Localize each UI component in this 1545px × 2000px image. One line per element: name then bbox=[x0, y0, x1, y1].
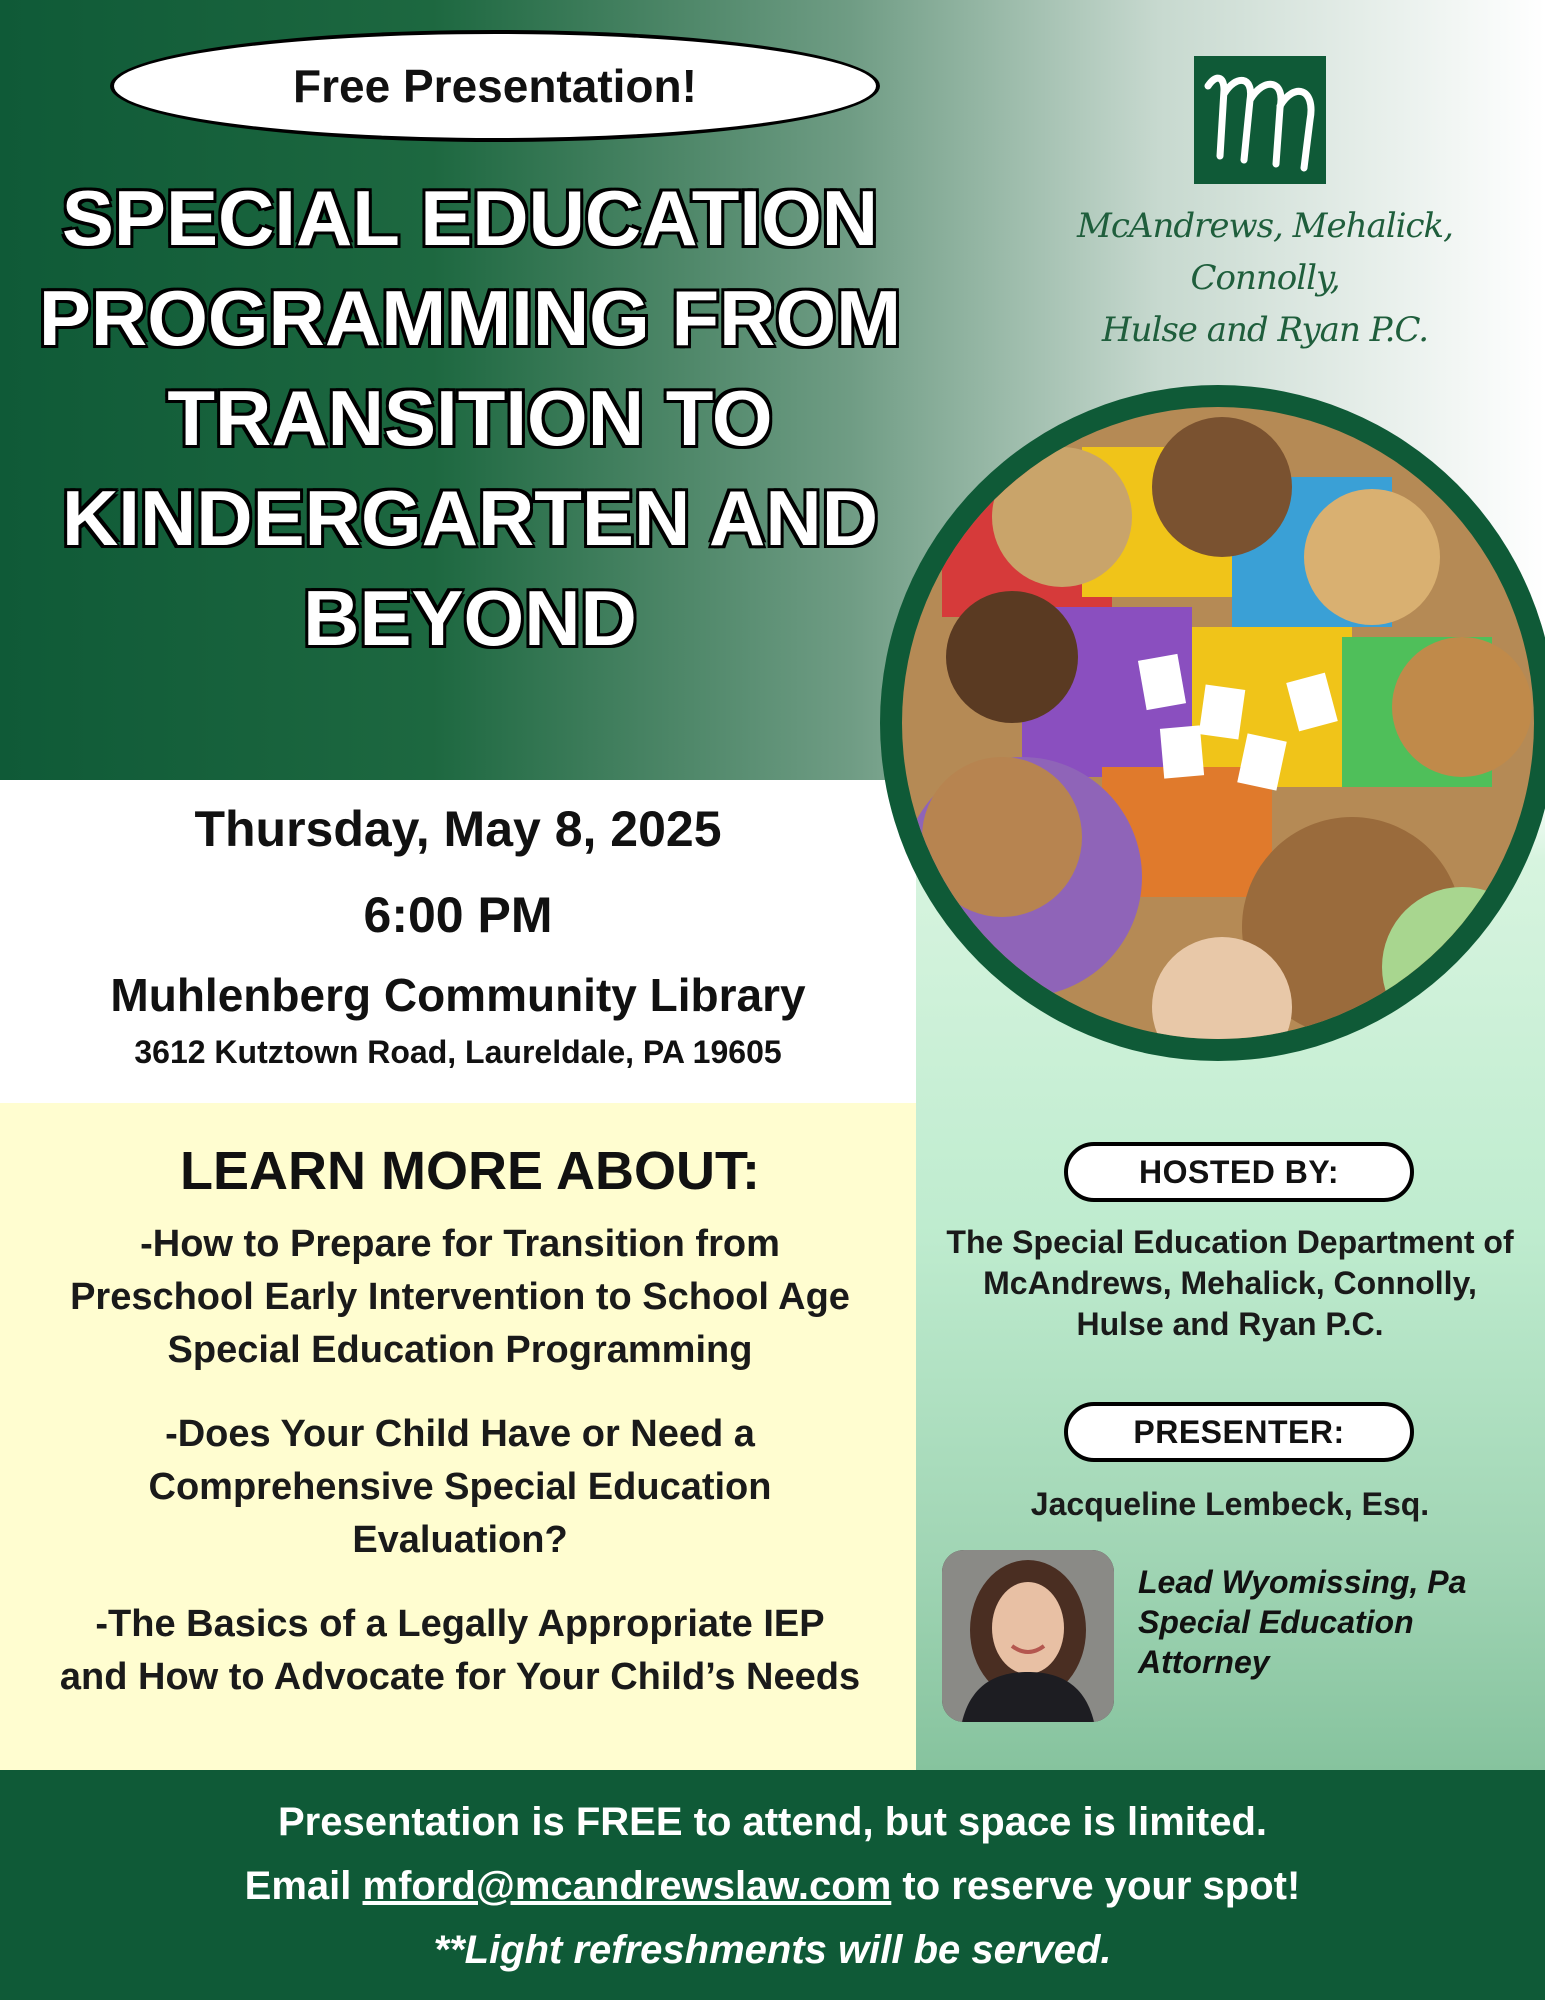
firm-name bbox=[1030, 200, 1500, 356]
presenter-title bbox=[1138, 1562, 1518, 1682]
topic-line: Preschool Early Intervention to School Age bbox=[70, 1276, 850, 1318]
mm-monogram-logo-icon bbox=[1194, 56, 1326, 184]
footer-email-line bbox=[0, 1864, 1545, 1909]
presenter-headshot bbox=[942, 1550, 1114, 1722]
topic-line: Evaluation? bbox=[352, 1519, 568, 1561]
email-link[interactable]: mford@mcandrewslaw.com bbox=[362, 1864, 892, 1908]
email-prefix: Email bbox=[244, 1864, 363, 1908]
topic-item bbox=[10, 1598, 910, 1704]
presenter-title-line: Special Education bbox=[1138, 1604, 1414, 1640]
topic-item bbox=[10, 1218, 910, 1377]
hosted-line: The Special Education Department of bbox=[946, 1224, 1514, 1260]
children-photo bbox=[902, 407, 1534, 1039]
event-address: 3612 Kutztown Road, Laureldale, PA 19605 bbox=[134, 1034, 782, 1070]
event-date: Thursday, May 8, 2025 bbox=[194, 801, 722, 857]
footer bbox=[0, 1770, 1545, 2000]
headline-line: SPECIAL EDUCATION bbox=[61, 174, 879, 262]
topic-item bbox=[10, 1408, 910, 1567]
footer-refreshments: **Light refreshments will be served. bbox=[433, 1928, 1112, 1972]
headline-line: BEYOND bbox=[303, 574, 637, 662]
firm-name-line: McAndrews, Mehalick, Connolly, bbox=[1077, 206, 1453, 298]
headline-line: KINDERGARTEN AND bbox=[61, 474, 879, 562]
event-time: 6:00 PM bbox=[363, 887, 553, 943]
topic-line: and How to Advocate for Your Child’s Needs bbox=[59, 1656, 861, 1698]
hosted-line: Hulse and Ryan P.C. bbox=[1076, 1306, 1384, 1342]
event-headline bbox=[0, 168, 940, 668]
topic-line: Special Education Programming bbox=[167, 1329, 753, 1371]
children-photo-frame bbox=[880, 385, 1545, 1061]
topic-line: Comprehensive Special Education bbox=[148, 1466, 772, 1508]
hosted-by-text bbox=[930, 1222, 1530, 1345]
learn-more-title: LEARN MORE ABOUT: bbox=[180, 1141, 760, 1201]
email-suffix: to reserve your spot! bbox=[891, 1864, 1301, 1908]
topic-line: -The Basics of a Legally Appropriate IEP bbox=[95, 1603, 825, 1645]
free-presentation-badge: Free Presentation! bbox=[110, 30, 880, 142]
topic-line: -How to Prepare for Transition from bbox=[140, 1223, 780, 1265]
presenter-title-line: Attorney bbox=[1138, 1644, 1270, 1680]
event-venue: Muhlenberg Community Library bbox=[110, 969, 806, 1021]
presenter-name: Jacqueline Lembeck, Esq. bbox=[1030, 1486, 1430, 1522]
footer-free-note: Presentation is FREE to attend, but space is limited. bbox=[277, 1800, 1268, 1844]
hosted-by-label: HOSTED BY: bbox=[1064, 1142, 1414, 1202]
headline-line: TRANSITION TO bbox=[167, 374, 773, 462]
hosted-line: McAndrews, Mehalick, Connolly, bbox=[983, 1265, 1477, 1301]
presenter-title-line: Lead Wyomissing, Pa bbox=[1138, 1564, 1467, 1600]
headline-line: PROGRAMMING FROM bbox=[38, 274, 902, 362]
firm-name-line: Hulse and Ryan P.C. bbox=[1101, 310, 1429, 350]
topic-line: -Does Your Child Have or Need a bbox=[165, 1413, 755, 1455]
presenter-label: PRESENTER: bbox=[1064, 1402, 1414, 1462]
